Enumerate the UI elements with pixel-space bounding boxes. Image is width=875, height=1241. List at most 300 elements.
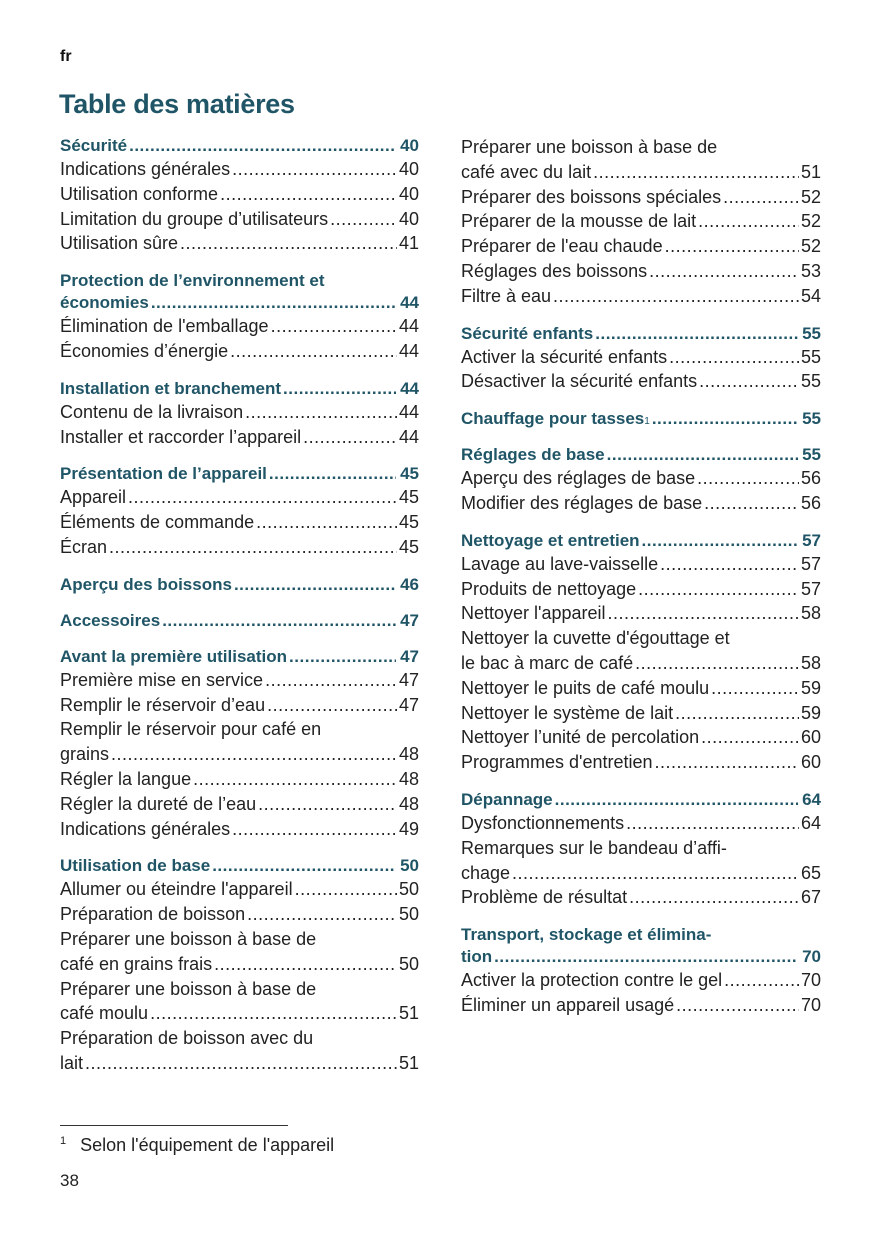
dot-leader <box>553 284 799 309</box>
toc-line-text: Élimination de l'emballage <box>60 316 269 337</box>
toc-line-text: Réglages des boissons <box>461 260 648 281</box>
dot-leader <box>232 157 397 182</box>
toc-section <box>60 610 419 632</box>
toc-entry[interactable] <box>60 314 419 339</box>
toc-section-heading[interactable] <box>461 924 821 968</box>
toc-page-number: 49 <box>398 818 419 839</box>
toc-section-heading[interactable] <box>60 378 419 400</box>
toc-page-number: 48 <box>398 744 419 765</box>
toc-page-number: 53 <box>800 260 821 281</box>
toc-line-text: Nettoyer l’unité de percolation <box>461 727 700 748</box>
toc-page-number: 51 <box>398 1003 419 1024</box>
toc-right-column <box>461 135 821 1032</box>
toc-page-number: 44 <box>400 378 419 398</box>
toc-entry-line: Nettoyer la cuvette d'égouttage et <box>461 628 730 649</box>
toc-line[interactable] <box>461 259 821 284</box>
toc-line-text: Installer et raccorder l’appareil <box>60 426 302 447</box>
toc-section <box>60 378 419 450</box>
toc-section-heading[interactable] <box>60 610 419 632</box>
toc-page-number: 58 <box>800 652 821 673</box>
toc-line[interactable] <box>60 817 419 842</box>
toc-line[interactable] <box>60 574 419 596</box>
toc-page-number: 59 <box>800 677 821 698</box>
toc-page-number: 64 <box>802 789 821 809</box>
toc-entry[interactable] <box>461 577 821 602</box>
dot-leader <box>512 861 799 886</box>
toc-line[interactable] <box>461 209 821 234</box>
toc-page-number: 45 <box>398 487 419 508</box>
toc-line-text: Chauffage pour tasses <box>461 409 645 429</box>
toc-line[interactable] <box>60 1051 419 1076</box>
toc-entry[interactable] <box>461 725 821 750</box>
dot-leader <box>665 234 799 259</box>
toc-line-text: Préparer de l'eau chaude <box>461 236 663 257</box>
toc-line-text: Éléments de commande <box>60 512 255 533</box>
toc-section <box>461 135 821 309</box>
toc-page-number: 45 <box>400 464 419 484</box>
toc-line-text: Appareil <box>60 487 127 508</box>
toc-line-text: Sécurité enfants <box>461 323 594 343</box>
toc-page-number: 51 <box>800 161 821 182</box>
toc-line[interactable] <box>461 444 821 466</box>
dot-leader <box>269 463 396 485</box>
toc-page-number: 57 <box>800 553 821 574</box>
toc-entry[interactable] <box>60 792 419 817</box>
toc-line-text: Utilisation de base <box>60 856 211 876</box>
toc-line[interactable] <box>60 485 419 510</box>
toc-entry[interactable] <box>461 552 821 577</box>
toc-line-text: Aperçu des réglages de base <box>461 468 696 489</box>
toc-entry[interactable] <box>60 400 419 425</box>
dot-leader <box>283 378 396 400</box>
toc-section <box>60 463 419 559</box>
toc-page-number: 44 <box>398 340 419 361</box>
footnote <box>60 1135 334 1156</box>
toc-section-heading[interactable] <box>461 323 821 345</box>
toc-page-number: 55 <box>802 323 821 343</box>
toc-entry-line: Préparer une boisson à base de <box>461 137 718 157</box>
language-code: fr <box>60 48 72 65</box>
toc-page-number: 46 <box>400 574 419 594</box>
toc-line[interactable] <box>461 811 821 836</box>
toc-entry[interactable] <box>461 466 821 491</box>
toc-line[interactable] <box>461 284 821 309</box>
toc-line[interactable] <box>461 552 821 577</box>
page-title: Table des matières <box>59 89 295 119</box>
toc-line-text: Nettoyer l'appareil <box>461 603 606 624</box>
toc-line-text: économies <box>60 293 149 313</box>
dot-leader <box>245 400 397 425</box>
toc-line-text: Lavage au lave-vaisselle <box>461 553 659 574</box>
toc-line-text: Nettoyer le système de lait <box>461 702 674 723</box>
toc-page-number: 70 <box>800 970 821 991</box>
toc-line[interactable] <box>461 789 821 811</box>
toc-left-column <box>60 135 419 1090</box>
toc-entry[interactable] <box>461 284 821 309</box>
dot-leader <box>697 466 799 491</box>
toc-line[interactable] <box>60 668 419 693</box>
toc-entry[interactable] <box>60 207 419 232</box>
toc-entry[interactable] <box>461 185 821 210</box>
toc-line[interactable] <box>60 952 419 977</box>
toc-line[interactable] <box>461 946 821 968</box>
toc-entry[interactable] <box>461 345 821 370</box>
toc-entry[interactable] <box>60 510 419 535</box>
toc-page-number: 55 <box>802 445 821 465</box>
toc-line[interactable] <box>461 160 821 185</box>
toc-line-text: Désactiver la sécurité enfants <box>461 371 698 392</box>
toc-line[interactable] <box>60 610 419 632</box>
toc-section <box>60 855 419 1075</box>
toc-line-text: Dépannage <box>461 789 553 809</box>
toc-line-text: Limitation du groupe d’utilisateurs <box>60 208 329 229</box>
toc-entry[interactable] <box>60 668 419 693</box>
toc-line-text: Régler la dureté de l’eau <box>60 793 257 814</box>
toc-entry[interactable] <box>60 535 419 560</box>
toc-line-text: Utilisation conforme <box>60 183 219 204</box>
toc-entry[interactable] <box>461 750 821 775</box>
toc-line[interactable] <box>60 693 419 718</box>
toc-line-text: Régler la langue <box>60 768 192 789</box>
toc-line[interactable] <box>461 491 821 516</box>
dot-leader <box>649 259 799 284</box>
dot-leader <box>494 946 798 968</box>
toc-line-text: Dysfonctionnements <box>461 812 625 833</box>
dot-leader <box>85 1051 397 1076</box>
toc-entry[interactable] <box>461 968 821 993</box>
toc-page-number: 50 <box>398 904 419 925</box>
dot-leader <box>230 339 397 364</box>
toc-line-text: Allumer ou éteindre l'appareil <box>60 879 293 900</box>
footnote-mark: 1 <box>60 1135 67 1147</box>
toc-entry[interactable] <box>461 491 821 516</box>
toc-section-heading[interactable] <box>60 463 419 485</box>
toc-entry[interactable] <box>60 877 419 902</box>
toc-page-number: 65 <box>800 862 821 883</box>
toc-entry[interactable] <box>461 811 821 836</box>
toc-page-number: 56 <box>800 492 821 513</box>
toc-section <box>461 444 821 516</box>
toc-line-text: Accessoires <box>60 610 161 630</box>
toc-entry[interactable] <box>461 209 821 234</box>
toc-entry[interactable] <box>461 626 821 676</box>
toc-line[interactable] <box>461 676 821 701</box>
toc-line-text: Contenu de la livraison <box>60 401 244 422</box>
toc-page-number: 52 <box>800 186 821 207</box>
toc-section-heading[interactable] <box>60 135 419 157</box>
toc-line[interactable] <box>461 993 821 1018</box>
toc-line-text: Installation et branchement <box>60 378 282 398</box>
toc-page-number: 60 <box>800 752 821 773</box>
dot-leader <box>267 693 397 718</box>
toc-line[interactable] <box>461 701 821 726</box>
toc-line-text: Éliminer un appareil usagé <box>461 994 675 1015</box>
toc-entry[interactable] <box>60 693 419 718</box>
toc-section-heading[interactable] <box>461 530 821 552</box>
toc-line[interactable] <box>60 292 419 314</box>
toc-line[interactable] <box>60 314 419 339</box>
toc-line-text: Utilisation sûre <box>60 233 179 254</box>
toc-heading-line: Transport, stockage et élimina- <box>461 925 712 945</box>
toc-page-number: 60 <box>800 727 821 748</box>
toc-page-number: 44 <box>398 426 419 447</box>
toc-page-number: 51 <box>398 1052 419 1073</box>
toc-page-number: 57 <box>802 530 821 550</box>
toc-section-heading[interactable] <box>461 789 821 811</box>
toc-line-text: Activer la sécurité enfants <box>461 346 668 367</box>
dot-leader <box>150 1001 397 1026</box>
toc-page-number: 47 <box>400 610 419 630</box>
toc-line-text: café moulu <box>60 1003 149 1024</box>
toc-line-text: Produits de nettoyage <box>461 578 637 599</box>
toc-line[interactable] <box>461 234 821 259</box>
toc-line-text: Réglages de base <box>461 445 605 465</box>
dot-leader <box>660 552 799 577</box>
toc-line[interactable] <box>461 577 821 602</box>
dot-leader <box>180 231 397 256</box>
toc-entry[interactable] <box>60 182 419 207</box>
toc-line[interactable] <box>60 877 419 902</box>
toc-line[interactable] <box>60 646 419 668</box>
toc-line[interactable] <box>461 861 821 886</box>
page-number: 38 <box>60 1171 79 1190</box>
toc-entry-line: Préparer une boisson à base de <box>60 928 317 949</box>
dot-leader <box>676 993 799 1018</box>
toc-line[interactable] <box>60 157 419 182</box>
dot-leader <box>265 668 397 693</box>
toc-line-text: Filtre à eau <box>461 285 552 306</box>
toc-page-number: 54 <box>800 285 821 306</box>
toc-entry[interactable] <box>60 717 419 767</box>
dot-leader <box>704 491 799 516</box>
dot-leader <box>607 444 798 466</box>
footnote-text: Selon l'équipement de l'appareil <box>80 1135 335 1155</box>
toc-line[interactable] <box>461 369 821 394</box>
toc-page-number: 55 <box>800 371 821 392</box>
toc-line[interactable] <box>60 182 419 207</box>
toc-page-number: 55 <box>800 346 821 367</box>
dot-leader <box>214 952 397 977</box>
toc-line-text: Nettoyage et entretien <box>461 530 640 550</box>
toc-line[interactable] <box>60 463 419 485</box>
toc-line[interactable] <box>461 345 821 370</box>
toc-line[interactable] <box>461 885 821 910</box>
dot-leader <box>193 767 397 792</box>
toc-section <box>60 646 419 842</box>
toc-line[interactable] <box>60 339 419 364</box>
toc-entry[interactable] <box>461 676 821 701</box>
toc-line[interactable] <box>461 968 821 993</box>
toc-line[interactable] <box>60 425 419 450</box>
toc-section <box>461 408 821 430</box>
toc-line-text: Préparation de boisson <box>60 904 246 925</box>
toc-section-heading[interactable] <box>461 408 821 430</box>
dot-leader <box>699 369 799 394</box>
footnote-divider <box>60 1125 288 1126</box>
toc-line[interactable] <box>60 767 419 792</box>
toc-section-heading[interactable] <box>60 270 419 314</box>
toc-entry[interactable] <box>461 885 821 910</box>
toc-line-text: tion <box>461 947 493 967</box>
toc-line[interactable] <box>461 466 821 491</box>
toc-line[interactable] <box>60 792 419 817</box>
toc-line-text: Aperçu des boissons <box>60 574 232 594</box>
toc-line[interactable] <box>461 601 821 626</box>
toc-line-text: Problème de résultat <box>461 887 628 908</box>
toc-page-number: 47 <box>398 694 419 715</box>
toc-line-text: chage <box>461 862 511 883</box>
toc-line[interactable] <box>60 742 419 767</box>
toc-entry[interactable] <box>461 135 821 185</box>
toc-line[interactable] <box>461 323 821 345</box>
dot-leader <box>220 182 397 207</box>
toc-line[interactable] <box>60 902 419 927</box>
dot-leader <box>711 676 799 701</box>
toc-entry[interactable] <box>461 836 821 886</box>
toc-line-text: Écran <box>60 536 108 557</box>
toc-line-text: Première mise en service <box>60 669 264 690</box>
toc-heading-line: Protection de l’environnement et <box>60 271 325 291</box>
dot-leader <box>629 885 799 910</box>
dot-leader <box>247 902 397 927</box>
toc-line-text: Économies d’énergie <box>60 340 229 361</box>
toc-page-number: 44 <box>398 316 419 337</box>
toc-entry[interactable] <box>60 902 419 927</box>
toc-entry[interactable] <box>461 601 821 626</box>
toc-page-number: 50 <box>398 953 419 974</box>
toc-line[interactable] <box>60 135 419 157</box>
toc-page-number: 59 <box>800 702 821 723</box>
toc-page-number: 40 <box>398 208 419 229</box>
dot-leader <box>232 817 397 842</box>
toc-page-number: 45 <box>398 536 419 557</box>
toc-line[interactable] <box>60 400 419 425</box>
toc-line[interactable] <box>60 535 419 560</box>
toc-page-number: 40 <box>398 159 419 179</box>
toc-entry[interactable] <box>60 425 419 450</box>
dot-leader <box>256 510 397 535</box>
toc-section <box>461 530 821 775</box>
toc-page-number: 48 <box>398 768 419 789</box>
toc-entry[interactable] <box>60 485 419 510</box>
toc-line-text: Nettoyer le puits de café moulu <box>461 677 710 698</box>
toc-entry-line: Préparation de boisson avec du <box>60 1028 314 1049</box>
toc-line-text: Préparer de la mousse de lait <box>461 211 697 232</box>
dot-leader <box>111 742 397 767</box>
toc-entry[interactable] <box>60 817 419 842</box>
toc-line[interactable] <box>461 725 821 750</box>
toc-line-text: Modifier des réglages de base <box>461 492 703 513</box>
toc-line-text: Avant la première utilisation <box>60 646 288 666</box>
toc-entry[interactable] <box>461 993 821 1018</box>
toc-line-text: lait <box>60 1052 84 1073</box>
dot-leader <box>129 135 396 157</box>
toc-entry[interactable] <box>461 369 821 394</box>
toc-line[interactable] <box>461 750 821 775</box>
toc-page-number: 47 <box>400 646 419 666</box>
toc-entry[interactable] <box>60 927 419 977</box>
toc-entry-line: Préparer une boisson à base de <box>60 978 317 999</box>
toc-section-heading[interactable] <box>60 646 419 668</box>
dot-leader <box>593 160 799 185</box>
toc-section-heading[interactable] <box>60 574 419 596</box>
toc-section-heading[interactable] <box>461 444 821 466</box>
toc-line[interactable] <box>60 378 419 400</box>
toc-line[interactable] <box>461 185 821 210</box>
toc-entry[interactable] <box>60 339 419 364</box>
toc-entry[interactable] <box>60 1026 419 1076</box>
dot-leader <box>303 425 397 450</box>
toc-page-number: 41 <box>398 233 419 254</box>
toc-page-number: 44 <box>398 401 419 422</box>
dot-leader <box>675 701 799 726</box>
toc-line-text: Sécurité <box>60 136 128 155</box>
toc-section <box>461 924 821 1018</box>
dot-leader <box>234 574 396 596</box>
toc-entry[interactable] <box>461 234 821 259</box>
toc-line-text: Remplir le réservoir d’eau <box>60 694 266 715</box>
toc-line[interactable]: Chauffage pour tasses 1 ..... 55 <box>461 408 821 430</box>
toc-page-number: 50 <box>398 879 419 900</box>
dot-leader <box>635 651 799 676</box>
toc-line[interactable] <box>60 855 419 877</box>
toc-entry[interactable] <box>60 157 419 182</box>
toc-page-number: 55 <box>802 409 821 429</box>
dot-leader <box>724 968 799 993</box>
dot-leader <box>162 610 396 632</box>
toc-line[interactable] <box>461 651 821 676</box>
dot-leader <box>669 345 799 370</box>
toc-page-number: 52 <box>800 236 821 257</box>
toc-entry[interactable] <box>461 259 821 284</box>
toc-page-number: 50 <box>400 856 419 876</box>
dot-leader <box>655 750 799 775</box>
dot-leader <box>698 209 799 234</box>
toc-line[interactable] <box>461 530 821 552</box>
toc-section <box>461 789 821 910</box>
toc-page-number: 57 <box>800 578 821 599</box>
toc-page-number: 40 <box>398 183 419 204</box>
toc-line[interactable] <box>60 510 419 535</box>
toc-line[interactable] <box>60 207 419 232</box>
toc-line-text: café avec du lait <box>461 161 592 182</box>
dot-leader <box>701 725 799 750</box>
dot-leader <box>555 789 798 811</box>
dot-leader <box>151 292 396 314</box>
toc-entry[interactable] <box>60 767 419 792</box>
toc-entry[interactable] <box>60 231 419 256</box>
toc-page-number: 44 <box>400 293 419 313</box>
toc-line-text: Indications générales <box>60 159 231 179</box>
toc-entry[interactable] <box>461 701 821 726</box>
toc-section <box>60 574 419 596</box>
dot-leader <box>595 323 798 345</box>
toc-page-number: 67 <box>800 887 821 908</box>
dot-leader <box>642 530 799 552</box>
toc-line-text: le bac à marc de café <box>461 652 634 673</box>
dot-leader <box>289 646 396 668</box>
dot-leader <box>295 877 397 902</box>
toc-page-number: 56 <box>800 468 821 489</box>
dot-leader <box>109 535 397 560</box>
toc-section-heading[interactable] <box>60 855 419 877</box>
toc-line[interactable] <box>60 1001 419 1026</box>
toc-line-text: Programmes d'entretien <box>461 752 653 773</box>
toc-entry-line: Remarques sur le bandeau d’affi- <box>461 837 727 858</box>
toc-line-text: Indications générales <box>60 818 231 839</box>
toc-entry[interactable] <box>60 977 419 1027</box>
toc-line[interactable] <box>60 231 419 256</box>
